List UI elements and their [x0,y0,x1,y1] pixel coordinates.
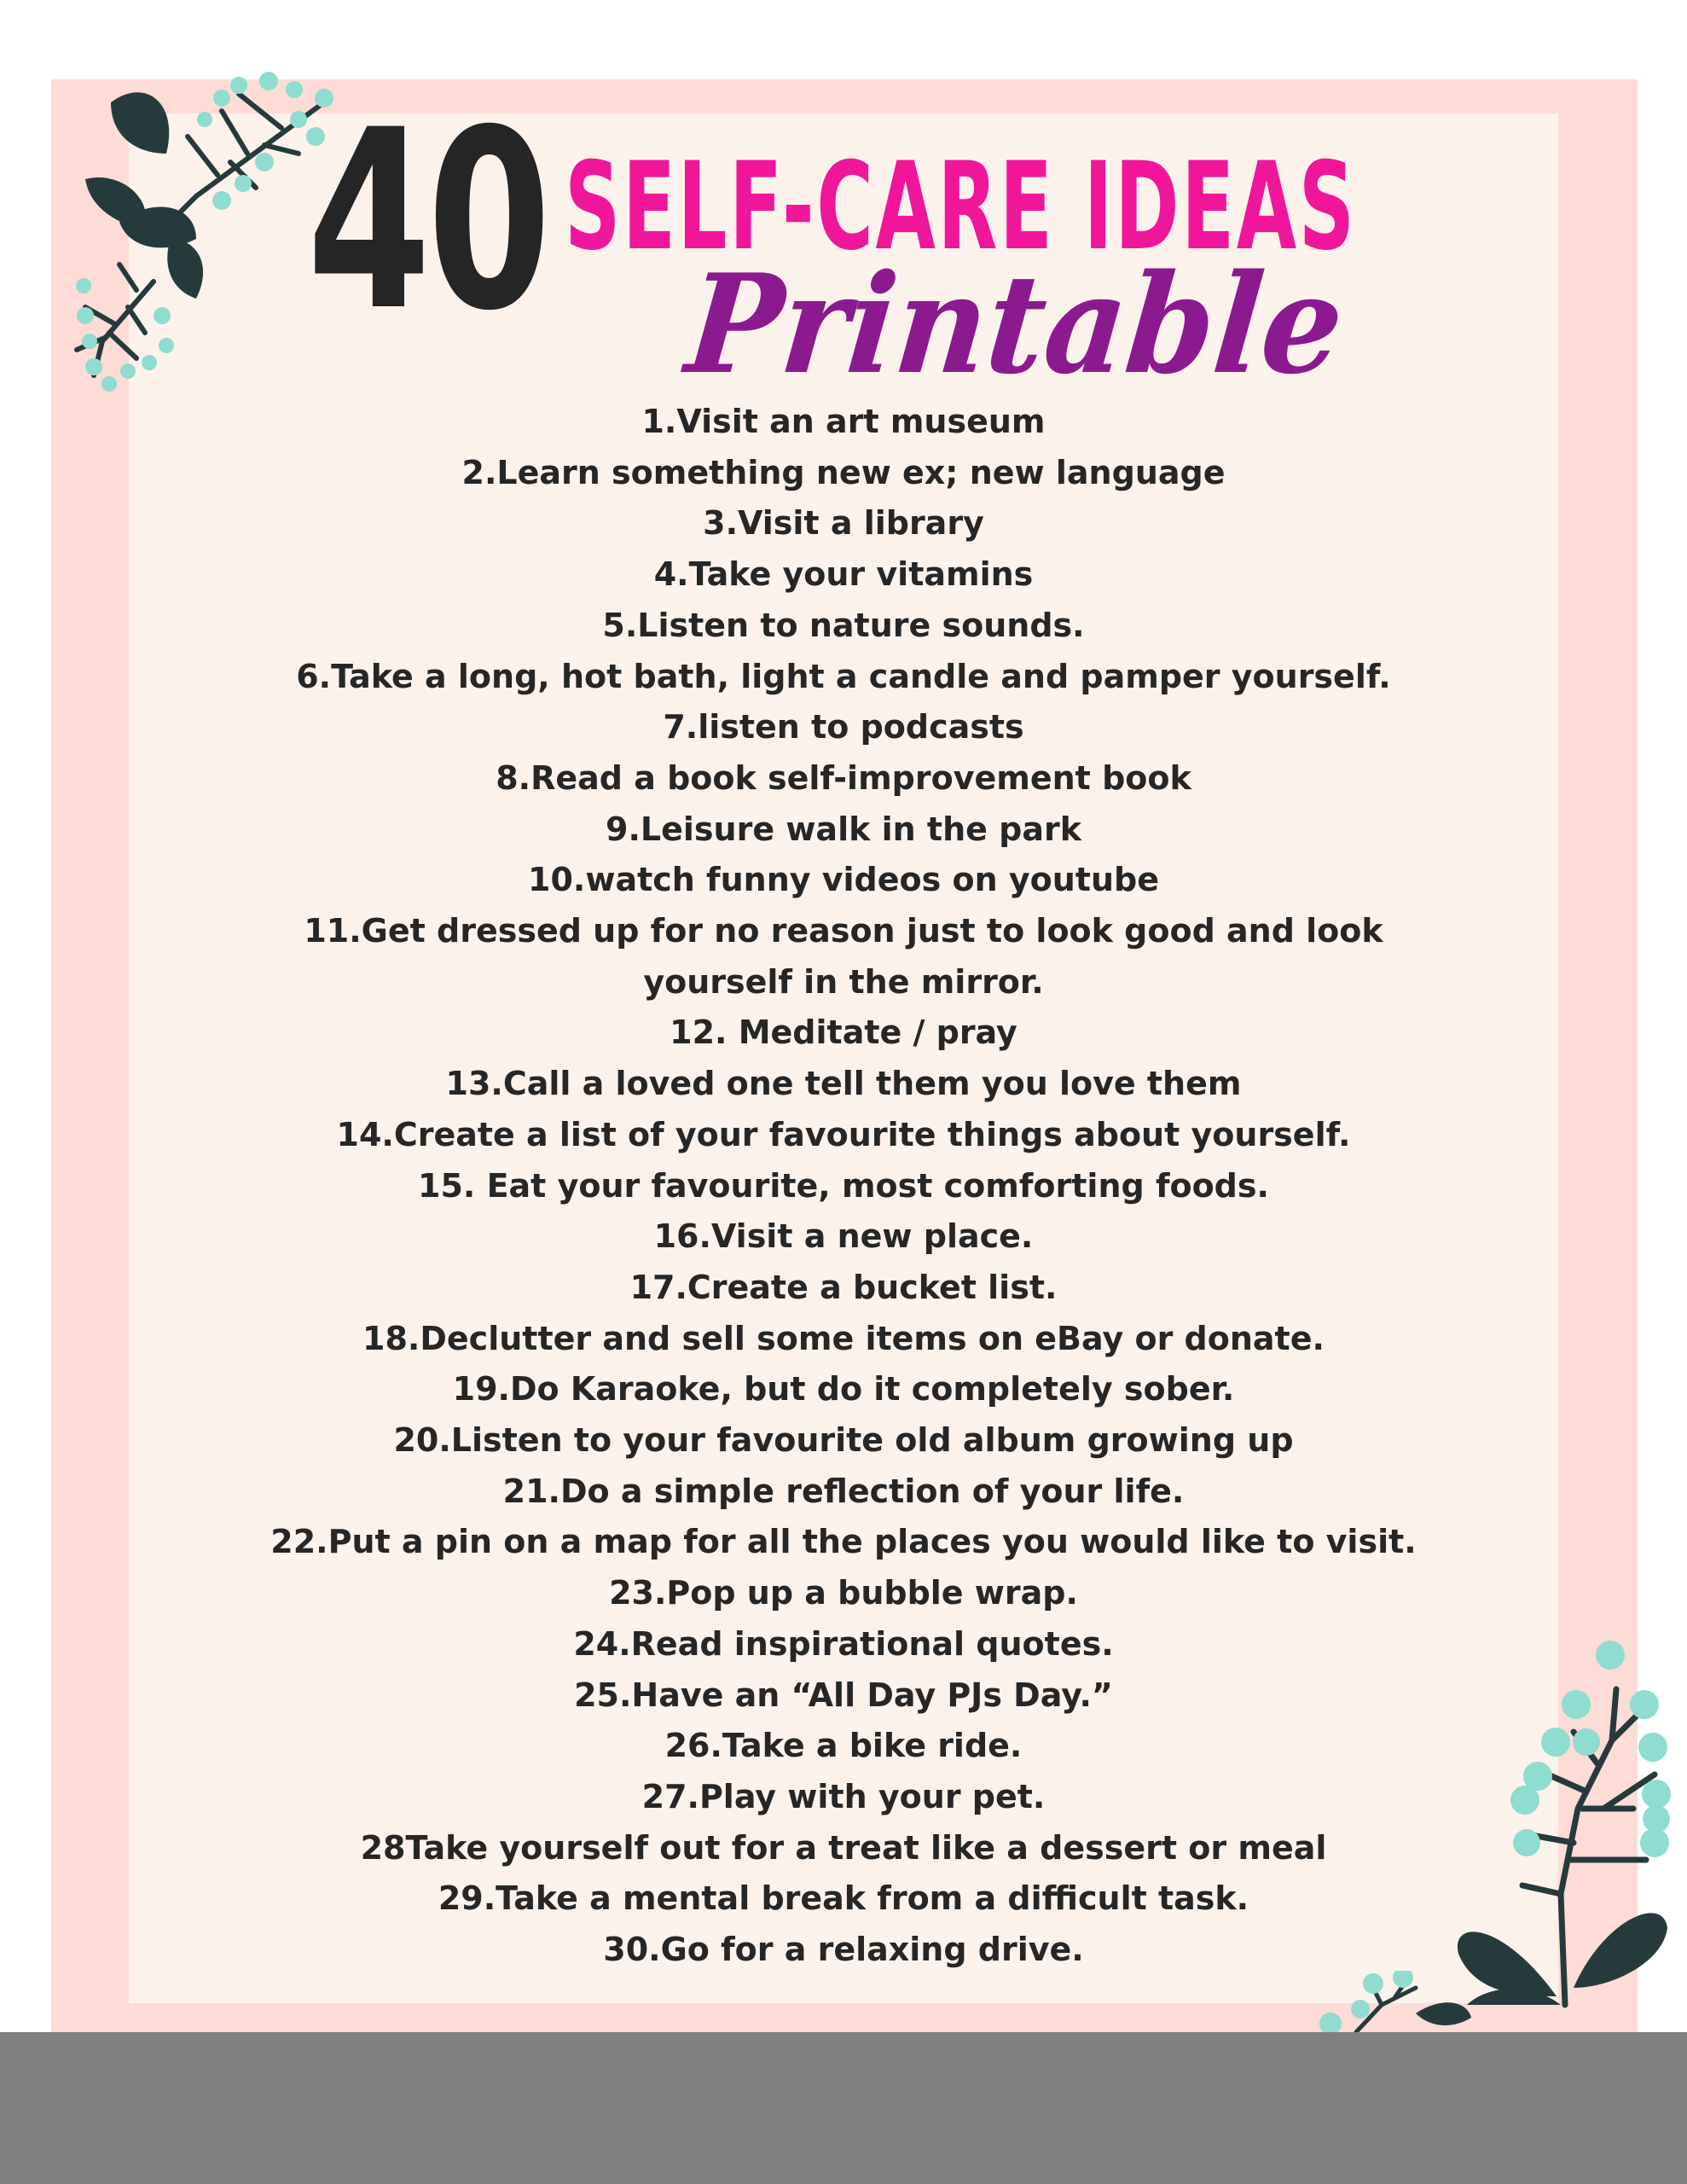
list-item: 30.Go for a relaxing drive. [603,1931,1084,1969]
list-item: 16.Visit a new place. [653,1217,1034,1256]
list-item: 27.Play with your pet. [641,1777,1046,1815]
list-item: 20.Listen to your favourite old album growing up [393,1421,1294,1460]
list-item: 17.Create a bucket list. [629,1268,1058,1306]
list-item: 22.Put a pin on a map for all the places you would like to visit. [270,1523,1417,1561]
ideas-list [129,397,1558,1976]
list-item: 21.Do a simple reflection of your life. [502,1472,1185,1510]
list-item: 18.Declutter and sell some items on eBay or donate. [362,1319,1325,1357]
list-item: 2.Learn something new ex; new language [461,453,1226,491]
list-item: 28Take yourself out for a treat like a dessert or meal [360,1828,1327,1867]
page-subtitle: Printable [680,244,1350,404]
list-item: 11.Get dressed up for no reason just to look good and look yourself in the mirror. [304,912,1383,1001]
list-item: 10.watch funny videos on youtube [528,861,1159,899]
list-item: 12. Meditate / pray [670,1014,1017,1052]
list-item: 19.Do Karaoke, but do it completely sober. [452,1370,1235,1409]
list-item: 23.Pop up a bubble wrap. [609,1574,1078,1612]
floral-sprig-bottom-icon [1305,1971,1475,2032]
list-item: 9.Leisure walk in the park [606,810,1081,848]
floral-branch-bottom-right-icon [1433,1638,1687,2013]
list-item: 24.Read inspirational quotes. [573,1624,1114,1663]
list-item: 15. Eat your favourite, most comforting foods. [418,1166,1269,1205]
footer-band [0,2032,1687,2184]
list-item: 25.Have an “All Day PJs Day.” [574,1676,1113,1714]
list-item: 3.Visit a library [703,504,984,543]
list-item: 7.listen to podcasts [663,708,1024,746]
list-item: 8.Read a book self-improvement book [496,758,1191,797]
list-item: 4.Take your vitamins [653,555,1034,594]
big-number-40: 40 [307,78,548,365]
list-item: 5.Listen to nature sounds. [602,606,1085,644]
list-item: 26.Take a bike ride. [664,1727,1023,1765]
list-item: 1.Visit an art museum [641,403,1046,440]
list-item: 6.Take a long, hot bath, light a candle and pamper yourself. [296,657,1391,695]
list-item: 29.Take a mental break from a difficult task. [438,1879,1249,1918]
list-item: 13.Call a loved one tell them you love them [445,1065,1242,1103]
list-item: 14.Create a list of your favourite things about yourself. [336,1115,1351,1153]
page-title: SELF-CARE IDEAS [565,136,1357,277]
